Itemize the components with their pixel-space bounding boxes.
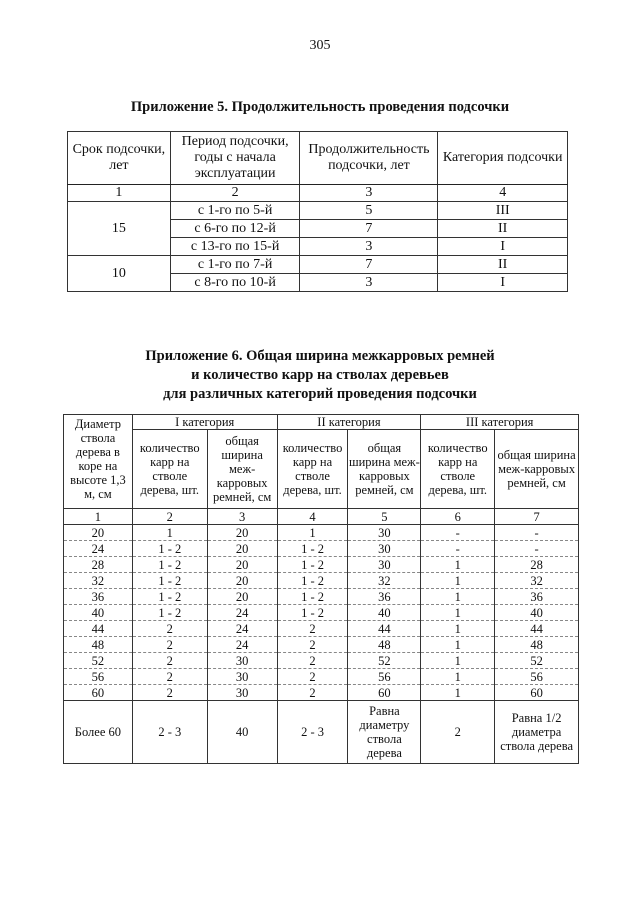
cat3-count-cell: 1 bbox=[421, 637, 495, 653]
cat3-width-cell: Равна 1/2 диаметра ствола дерева bbox=[495, 701, 579, 764]
cat1-count-cell: 1 - 2 bbox=[132, 557, 207, 573]
cat1-width-cell: 30 bbox=[207, 685, 277, 701]
table-row bbox=[68, 256, 568, 274]
cat1-count-cell: 1 - 2 bbox=[132, 573, 207, 589]
cat1-count-cell: 2 bbox=[132, 669, 207, 685]
header-category-2: II категория bbox=[277, 415, 421, 430]
table-row-over-60 bbox=[64, 701, 579, 764]
cat1-width-cell: 24 bbox=[207, 637, 277, 653]
category-cell: II bbox=[438, 220, 568, 238]
diameter-cell: Более 60 bbox=[64, 701, 133, 764]
cat1-width-cell: 30 bbox=[207, 669, 277, 685]
cat3-width-cell: 56 bbox=[495, 669, 579, 685]
appendix5-table bbox=[67, 131, 568, 292]
diameter-cell: 36 bbox=[64, 589, 133, 605]
cat2-width-cell: 60 bbox=[348, 685, 421, 701]
header-count: количество карр на стволе дерева, шт. bbox=[277, 430, 348, 509]
cat1-width-cell: 24 bbox=[207, 621, 277, 637]
category-cell: II bbox=[438, 256, 568, 274]
header-count: количество карр на стволе дерева, шт. bbox=[421, 430, 495, 509]
period-cell: с 13-го по 15-й bbox=[170, 238, 300, 256]
column-number: 2 bbox=[170, 185, 300, 202]
column-numbers-row bbox=[64, 509, 579, 525]
table-row bbox=[64, 589, 579, 605]
cat3-count-cell: - bbox=[421, 525, 495, 541]
category-cell: I bbox=[438, 238, 568, 256]
cat3-count-cell: 2 bbox=[421, 701, 495, 764]
table-header-row bbox=[68, 132, 568, 185]
cat1-width-cell: 20 bbox=[207, 573, 277, 589]
cat2-width-cell: 40 bbox=[348, 605, 421, 621]
cat2-width-cell: 44 bbox=[348, 621, 421, 637]
cat1-width-cell: 24 bbox=[207, 605, 277, 621]
table-row bbox=[64, 525, 579, 541]
term-cell: 10 bbox=[68, 256, 171, 292]
cat3-count-cell: 1 bbox=[421, 573, 495, 589]
column-number: 3 bbox=[300, 185, 438, 202]
cat1-count-cell: 1 - 2 bbox=[132, 605, 207, 621]
cat2-count-cell: 2 - 3 bbox=[277, 701, 348, 764]
duration-cell: 7 bbox=[300, 220, 438, 238]
cat2-count-cell: 1 - 2 bbox=[277, 573, 348, 589]
cat1-width-cell: 20 bbox=[207, 589, 277, 605]
cat2-count-cell: 1 bbox=[277, 525, 348, 541]
cat3-width-cell: 36 bbox=[495, 589, 579, 605]
cat1-count-cell: 1 bbox=[132, 525, 207, 541]
cat2-width-cell: Равна диаметру ствола дерева bbox=[348, 701, 421, 764]
column-number: 3 bbox=[207, 509, 277, 525]
duration-cell: 7 bbox=[300, 256, 438, 274]
column-number: 1 bbox=[68, 185, 171, 202]
cat1-width-cell: 20 bbox=[207, 541, 277, 557]
category-cell: III bbox=[438, 202, 568, 220]
column-numbers-row bbox=[68, 185, 568, 202]
subheader-row bbox=[64, 430, 579, 509]
cat3-count-cell: 1 bbox=[421, 557, 495, 573]
cat2-count-cell: 2 bbox=[277, 653, 348, 669]
table-row bbox=[64, 653, 579, 669]
cat3-count-cell: 1 bbox=[421, 589, 495, 605]
diameter-cell: 28 bbox=[64, 557, 133, 573]
cat2-count-cell: 2 bbox=[277, 685, 348, 701]
cat2-count-cell: 2 bbox=[277, 669, 348, 685]
header-period: Период подсочки, годы с начала эксплуатации bbox=[170, 132, 300, 185]
cat1-width-cell: 30 bbox=[207, 653, 277, 669]
diameter-cell: 24 bbox=[64, 541, 133, 557]
header-width: общая ширина меж-карровых ремней, см bbox=[495, 430, 579, 509]
column-number: 5 bbox=[348, 509, 421, 525]
cat2-count-cell: 1 - 2 bbox=[277, 589, 348, 605]
cat2-width-cell: 52 bbox=[348, 653, 421, 669]
cat3-count-cell: 1 bbox=[421, 669, 495, 685]
period-cell: с 1-го по 7-й bbox=[170, 256, 300, 274]
cat1-count-cell: 2 bbox=[132, 685, 207, 701]
cat1-width-cell: 40 bbox=[207, 701, 277, 764]
appendix6-title-line: и количество карр на стволах деревьев bbox=[191, 367, 449, 383]
appendix6-title bbox=[0, 347, 640, 404]
column-number: 4 bbox=[277, 509, 348, 525]
cat1-count-cell: 1 - 2 bbox=[132, 589, 207, 605]
diameter-cell: 20 bbox=[64, 525, 133, 541]
table-row bbox=[64, 669, 579, 685]
table-row bbox=[64, 557, 579, 573]
cat2-count-cell: 1 - 2 bbox=[277, 541, 348, 557]
table-row bbox=[68, 202, 568, 220]
period-cell: с 1-го по 5-й bbox=[170, 202, 300, 220]
cat3-width-cell: 28 bbox=[495, 557, 579, 573]
cat1-count-cell: 2 bbox=[132, 637, 207, 653]
header-count: количество карр на стволе дерева, шт. bbox=[132, 430, 207, 509]
cat1-count-cell: 1 - 2 bbox=[132, 541, 207, 557]
cat3-width-cell: 60 bbox=[495, 685, 579, 701]
column-number: 7 bbox=[495, 509, 579, 525]
table-row bbox=[64, 621, 579, 637]
period-cell: с 8-го по 10-й bbox=[170, 274, 300, 292]
duration-cell: 5 bbox=[300, 202, 438, 220]
header-duration: Продолжительность подсочки, лет bbox=[300, 132, 438, 185]
cat3-width-cell: - bbox=[495, 525, 579, 541]
header-category: Категория подсочки bbox=[438, 132, 568, 185]
cat2-width-cell: 30 bbox=[348, 525, 421, 541]
table-row bbox=[64, 685, 579, 701]
table-row bbox=[64, 541, 579, 557]
cat2-width-cell: 30 bbox=[348, 557, 421, 573]
cat1-width-cell: 20 bbox=[207, 557, 277, 573]
table-row bbox=[64, 637, 579, 653]
table-row bbox=[64, 573, 579, 589]
cat2-width-cell: 48 bbox=[348, 637, 421, 653]
diameter-cell: 60 bbox=[64, 685, 133, 701]
duration-cell: 3 bbox=[300, 238, 438, 256]
cat3-count-cell: - bbox=[421, 541, 495, 557]
diameter-cell: 56 bbox=[64, 669, 133, 685]
cat3-width-cell: 40 bbox=[495, 605, 579, 621]
diameter-cell: 32 bbox=[64, 573, 133, 589]
cat3-width-cell: 32 bbox=[495, 573, 579, 589]
cat1-width-cell: 20 bbox=[207, 525, 277, 541]
cat3-count-cell: 1 bbox=[421, 653, 495, 669]
cat2-count-cell: 2 bbox=[277, 621, 348, 637]
column-number: 6 bbox=[421, 509, 495, 525]
column-number: 2 bbox=[132, 509, 207, 525]
appendix6-title-line: для различных категорий проведения подсочки bbox=[163, 386, 477, 402]
header-category-3: III категория bbox=[421, 415, 579, 430]
column-number: 1 bbox=[64, 509, 133, 525]
cat2-count-cell: 1 - 2 bbox=[277, 557, 348, 573]
appendix6-table bbox=[63, 414, 579, 764]
header-term: Срок подсочки, лет bbox=[68, 132, 171, 185]
header-category-1: I категория bbox=[132, 415, 277, 430]
duration-cell: 3 bbox=[300, 274, 438, 292]
cat1-count-cell: 2 - 3 bbox=[132, 701, 207, 764]
diameter-cell: 40 bbox=[64, 605, 133, 621]
cat3-count-cell: 1 bbox=[421, 605, 495, 621]
cat1-count-cell: 2 bbox=[132, 653, 207, 669]
appendix6-title-line: Приложение 6. Общая ширина межкарровых ремней bbox=[145, 348, 495, 364]
header-width: общая ширина меж-карровых ремней, см bbox=[348, 430, 421, 509]
term-cell: 15 bbox=[68, 202, 171, 256]
column-number: 4 bbox=[438, 185, 568, 202]
cat3-width-cell: 48 bbox=[495, 637, 579, 653]
cat3-width-cell: - bbox=[495, 541, 579, 557]
cat3-width-cell: 52 bbox=[495, 653, 579, 669]
cat2-width-cell: 36 bbox=[348, 589, 421, 605]
cat2-width-cell: 56 bbox=[348, 669, 421, 685]
diameter-cell: 48 bbox=[64, 637, 133, 653]
cat2-count-cell: 1 - 2 bbox=[277, 605, 348, 621]
cat3-count-cell: 1 bbox=[421, 621, 495, 637]
cat1-count-cell: 2 bbox=[132, 621, 207, 637]
period-cell: с 6-го по 12-й bbox=[170, 220, 300, 238]
cat3-width-cell: 44 bbox=[495, 621, 579, 637]
cat2-width-cell: 32 bbox=[348, 573, 421, 589]
cat2-count-cell: 2 bbox=[277, 637, 348, 653]
category-cell: I bbox=[438, 274, 568, 292]
diameter-cell: 44 bbox=[64, 621, 133, 637]
diameter-cell: 52 bbox=[64, 653, 133, 669]
cat2-width-cell: 30 bbox=[348, 541, 421, 557]
category-header-row bbox=[64, 415, 579, 430]
appendix5-title: Приложение 5. Продолжительность проведения подсочки bbox=[130, 99, 510, 115]
header-diameter: Диаметр ствола дерева в коре на высоте 1,3 м, см bbox=[64, 415, 133, 509]
cat3-count-cell: 1 bbox=[421, 685, 495, 701]
page-number: 305 bbox=[309, 38, 331, 53]
header-width: общая ширина меж-карровых ремней, см bbox=[207, 430, 277, 509]
table-row bbox=[64, 605, 579, 621]
